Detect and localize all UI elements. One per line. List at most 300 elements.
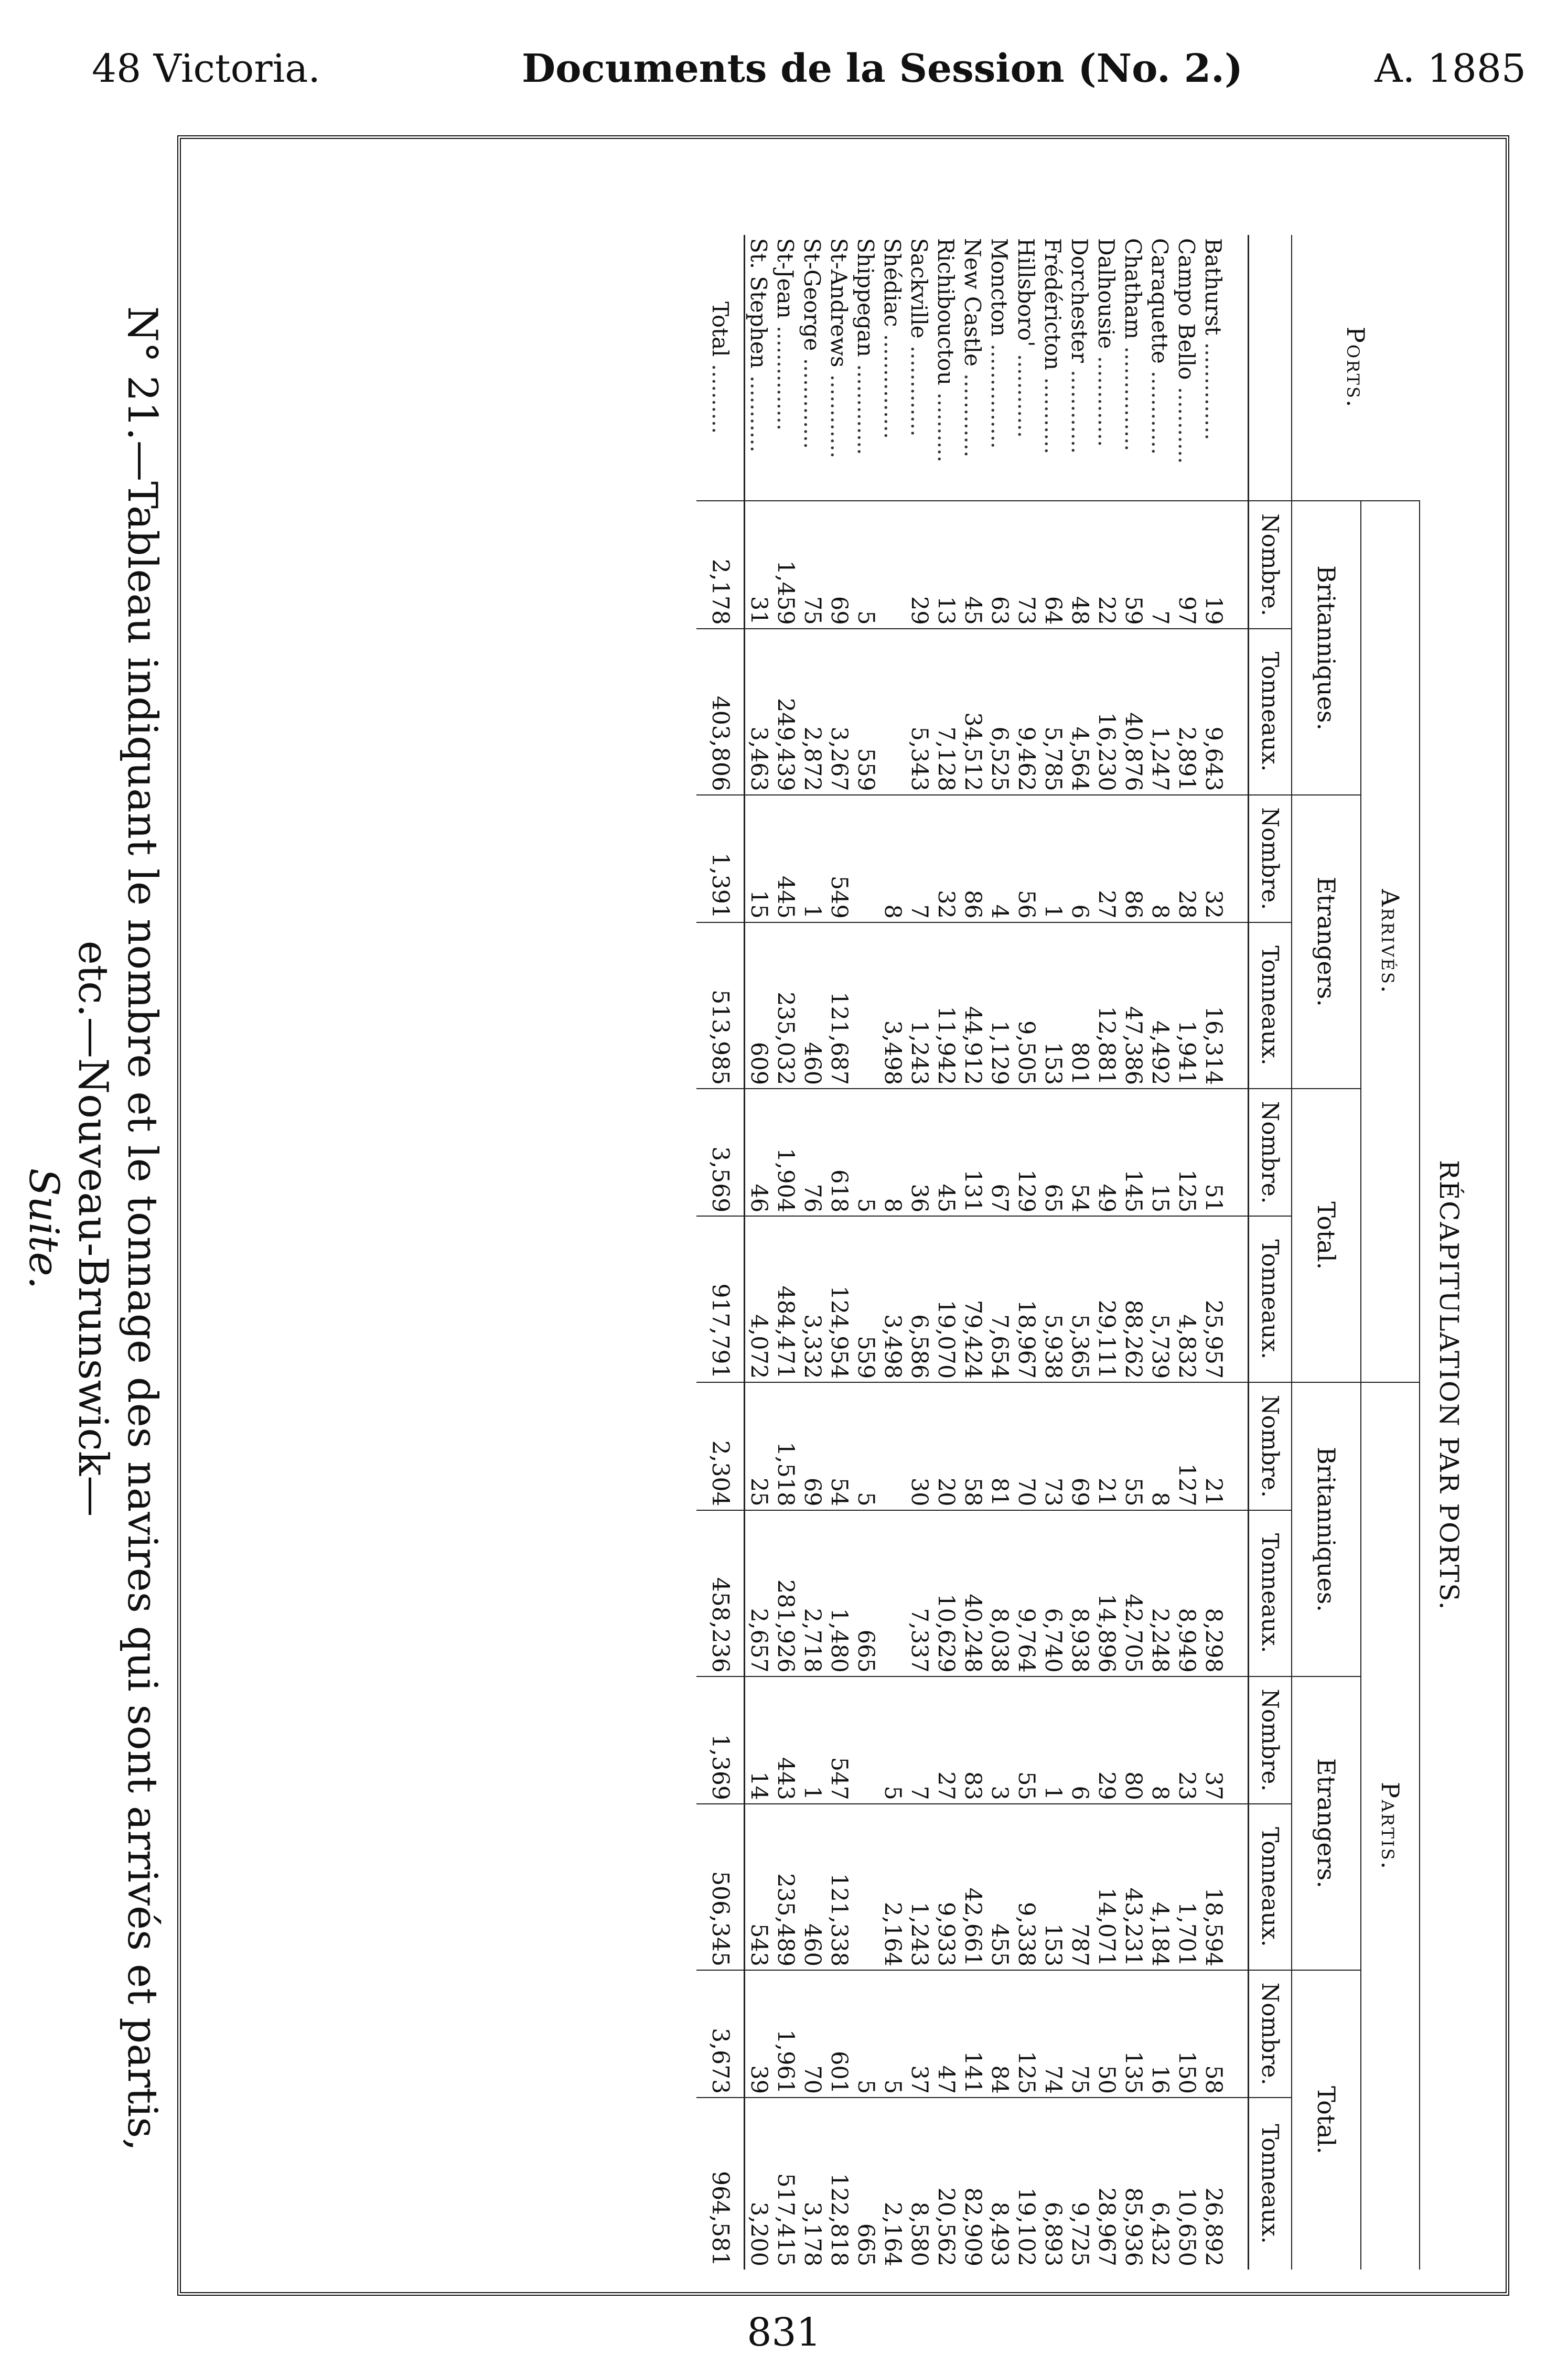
value-cell: 460 <box>799 1804 825 1970</box>
value-cell: 16 <box>1146 1970 1173 2098</box>
value-cell: 69 <box>799 1382 825 1510</box>
table-title <box>19 272 167 2186</box>
value-cell <box>879 1382 906 1510</box>
port-cell <box>825 235 852 501</box>
value-cell: 4,072 <box>745 1216 772 1382</box>
value-cell: 70 <box>1013 1382 1039 1510</box>
total-cell: 2,304 <box>696 1382 745 1510</box>
value-cell: 85,936 <box>1120 2098 1146 2270</box>
value-cell: 7,128 <box>932 629 959 795</box>
value-cell: 1 <box>799 795 825 922</box>
value-cell: 63 <box>986 501 1013 628</box>
value-cell: 127 <box>1173 1382 1200 1510</box>
value-cell: 9,764 <box>1013 1510 1039 1676</box>
value-cell: 28,967 <box>1093 2098 1120 2270</box>
value-cell: 12,881 <box>1093 922 1120 1089</box>
value-cell: 3 <box>986 1676 1013 1804</box>
value-cell: 135 <box>1120 1970 1146 2098</box>
port-name: St. Stephen <box>746 238 771 369</box>
value-cell: 8 <box>1146 1382 1173 1510</box>
value-cell: 8,298 <box>1200 1510 1227 1676</box>
value-cell: 6,586 <box>906 1216 932 1382</box>
value-cell: 484,471 <box>772 1216 799 1382</box>
value-cell: 75 <box>799 501 825 628</box>
value-cell: 787 <box>1066 1804 1093 1970</box>
value-cell: 47,386 <box>1120 922 1146 1089</box>
leader-dots: ........... <box>1040 370 1066 455</box>
value-cell: 64 <box>1039 501 1066 628</box>
recap-table <box>696 235 1478 2270</box>
value-cell: 22 <box>1093 501 1120 628</box>
nombre-heading: Nombre. <box>1249 501 1292 628</box>
partis-heading: Partis. <box>1361 1382 1420 2270</box>
value-cell: 150 <box>1173 1970 1200 2098</box>
value-cell: 14,071 <box>1093 1804 1120 1970</box>
leader-dots: ............. <box>906 338 932 437</box>
value-cell: 5 <box>852 1970 879 2098</box>
content <box>20 135 1509 2296</box>
nombre-heading: Nombre. <box>1249 1382 1292 1510</box>
rotated-content <box>20 135 1509 2296</box>
value-cell: 86 <box>1120 795 1146 922</box>
value-cell <box>852 922 879 1089</box>
total-label-text: Total <box>707 302 733 357</box>
value-cell: 5 <box>879 1970 906 2098</box>
table-row <box>1200 235 1227 2270</box>
value-cell: 121,687 <box>825 922 852 1089</box>
value-cell: 249,439 <box>772 629 799 795</box>
value-cell: 47 <box>932 1970 959 2098</box>
value-cell: 26,892 <box>1200 2098 1227 2270</box>
value-cell: 1,961 <box>772 1970 799 2098</box>
port-name: Campo Bello <box>1174 238 1199 380</box>
value-cell: 70 <box>799 1970 825 2098</box>
value-cell: 4 <box>986 795 1013 922</box>
port-cell <box>799 235 825 501</box>
port-name: New Castle <box>960 238 985 367</box>
value-cell: 54 <box>1066 1089 1093 1216</box>
value-cell: 21 <box>1093 1382 1120 1510</box>
value-cell: 73 <box>1013 501 1039 628</box>
value-cell: 56 <box>1013 795 1039 922</box>
arr-etrangers-heading: Etrangers. <box>1292 795 1361 1089</box>
table-row <box>959 235 986 2270</box>
value-cell: 45 <box>932 1089 959 1216</box>
value-cell: 9,725 <box>1066 2098 1093 2270</box>
tonneaux-heading: Tonneaux. <box>1249 922 1292 1089</box>
value-cell: 5 <box>852 501 879 628</box>
value-cell: 27 <box>932 1676 959 1804</box>
value-cell: 7 <box>906 795 932 922</box>
leader-dots: ............... <box>772 318 798 431</box>
value-cell: 1,941 <box>1173 922 1200 1089</box>
table-row <box>852 235 879 2270</box>
value-cell: 6,432 <box>1146 2098 1173 2270</box>
port-cell <box>1093 235 1120 501</box>
value-cell: 5,343 <box>906 629 932 795</box>
title-suite: Suite. <box>20 1168 67 1289</box>
value-cell: 9,933 <box>932 1804 959 1970</box>
port-name: Richibouctou <box>933 238 959 386</box>
arr-britanniques-heading: Britanniques. <box>1292 501 1361 794</box>
leader-dots: ............. <box>799 351 825 449</box>
value-cell: 28 <box>1173 795 1200 922</box>
value-cell: 9,462 <box>1013 629 1039 795</box>
value-cell: 547 <box>825 1676 852 1804</box>
total-cell: 3,569 <box>696 1089 745 1216</box>
value-cell: 9,338 <box>1013 1804 1039 1970</box>
value-cell: 7 <box>906 1676 932 1804</box>
port-cell <box>986 235 1013 501</box>
value-cell: 1,243 <box>906 1804 932 1970</box>
port-cell <box>959 235 986 501</box>
total-cell: 513,985 <box>696 922 745 1089</box>
value-cell: 6 <box>1066 1676 1093 1804</box>
table-row <box>1013 235 1039 2270</box>
value-cell: 43,231 <box>1120 1804 1146 1970</box>
tonneaux-heading: Tonneaux. <box>1249 2098 1292 2270</box>
value-cell: 88,262 <box>1120 1216 1146 1382</box>
value-cell: 609 <box>745 922 772 1089</box>
value-cell: 517,415 <box>772 2098 799 2270</box>
value-cell: 97 <box>1173 501 1200 628</box>
leader-dots: ............. <box>853 357 878 455</box>
value-cell: 74 <box>1039 1970 1066 2098</box>
value-cell: 36 <box>906 1089 932 1216</box>
value-cell: 86 <box>959 795 986 922</box>
value-cell: 40,248 <box>959 1510 986 1676</box>
value-cell: 2,164 <box>879 1804 906 1970</box>
value-cell: 801 <box>1066 922 1093 1089</box>
value-cell: 55 <box>1013 1676 1039 1804</box>
value-cell: 235,032 <box>772 922 799 1089</box>
port-name: Shippegan <box>853 238 878 357</box>
port-name: Shédiac <box>879 238 905 327</box>
ports-heading: Ports. <box>1341 326 1370 409</box>
leader-dots: .......... <box>707 357 733 434</box>
value-cell: 559 <box>852 1216 879 1382</box>
table-row <box>1146 235 1173 2270</box>
value-cell: 7,337 <box>906 1510 932 1676</box>
value-cell: 2,872 <box>799 629 825 795</box>
leader-dots: .............. <box>1200 335 1226 440</box>
value-cell: 45 <box>959 501 986 628</box>
value-cell: 129 <box>1013 1089 1039 1216</box>
value-cell: 37 <box>906 1970 932 2098</box>
value-cell: 141 <box>959 1970 986 2098</box>
value-cell <box>852 1676 879 1804</box>
value-cell: 40,876 <box>1120 629 1146 795</box>
leader-dots: ............ <box>826 367 852 459</box>
port-cell <box>852 235 879 501</box>
value-cell: 23 <box>1173 1676 1200 1804</box>
value-cell: 58 <box>959 1382 986 1510</box>
header-center: Documents de la Session (No. 2.) <box>522 46 1243 91</box>
value-cell: 1 <box>1039 1676 1066 1804</box>
port-cell <box>1039 235 1066 501</box>
ports-subhead <box>1249 235 1292 501</box>
port-name: Sackville <box>906 238 932 339</box>
value-cell: 125 <box>1013 1970 1039 2098</box>
table-row <box>1120 235 1146 2270</box>
value-cell: 8 <box>879 795 906 922</box>
value-cell: 48 <box>1066 501 1093 628</box>
value-cell: 125 <box>1173 1089 1200 1216</box>
tonneaux-heading: Tonneaux. <box>1249 1216 1292 1382</box>
total-label <box>696 235 745 501</box>
value-cell <box>879 501 906 628</box>
nombre-heading: Nombre. <box>1249 1089 1292 1216</box>
value-cell: 124,954 <box>825 1216 852 1382</box>
tonneaux-heading: Tonneaux. <box>1249 1510 1292 1676</box>
value-cell: 5,785 <box>1039 629 1066 795</box>
page-header <box>0 0 1568 136</box>
value-cell: 1 <box>1039 795 1066 922</box>
tonneaux-heading: Tonneaux. <box>1249 629 1292 795</box>
table-row <box>1066 235 1093 2270</box>
value-cell: 5,365 <box>1066 1216 1093 1382</box>
port-cell <box>932 235 959 501</box>
value-cell: 51 <box>1200 1089 1227 1216</box>
port-cell <box>745 235 772 501</box>
value-cell: 44,912 <box>959 922 986 1089</box>
value-cell: 20,562 <box>932 2098 959 2270</box>
table-row <box>879 235 906 2270</box>
total-cell: 1,391 <box>696 795 745 922</box>
value-cell: 1,480 <box>825 1510 852 1676</box>
total-row <box>696 235 745 2270</box>
port-cell <box>1013 235 1039 501</box>
value-cell: 5,938 <box>1039 1216 1066 1382</box>
value-cell: 5 <box>879 1676 906 1804</box>
value-cell: 83 <box>959 1676 986 1804</box>
port-name: Moncton <box>986 238 1012 337</box>
total-cell: 2,178 <box>696 501 745 628</box>
value-cell: 58 <box>1200 1970 1227 2098</box>
par-britanniques-heading: Britanniques. <box>1292 1382 1361 1676</box>
value-cell: 10,650 <box>1173 2098 1200 2270</box>
header-right: A. 1885 <box>1374 46 1526 91</box>
value-cell: 6,525 <box>986 629 1013 795</box>
value-cell: 34,512 <box>959 629 986 795</box>
port-name: St-Andrews <box>826 238 852 368</box>
table-row <box>745 235 772 2270</box>
value-cell: 37 <box>1200 1676 1227 1804</box>
port-name: Dalhousie <box>1093 238 1119 349</box>
value-cell: 3,498 <box>879 1216 906 1382</box>
page-number: 831 <box>747 2310 821 2355</box>
value-cell: 2,718 <box>799 1510 825 1676</box>
value-cell: 121,338 <box>825 1804 852 1970</box>
port-cell <box>906 235 932 501</box>
value-cell: 29 <box>1093 1676 1120 1804</box>
value-cell: 665 <box>852 1510 879 1676</box>
value-cell: 3,178 <box>799 2098 825 2270</box>
value-cell: 2,891 <box>1173 629 1200 795</box>
value-cell: 1 <box>799 1676 825 1804</box>
table-row <box>986 235 1013 2270</box>
arr-total-heading: Total. <box>1292 1089 1361 1382</box>
value-cell: 153 <box>1039 1804 1066 1970</box>
total-cell: 506,345 <box>696 1804 745 1970</box>
value-cell: 8,493 <box>986 2098 1013 2270</box>
table-row <box>1093 235 1120 2270</box>
header-blank <box>1420 235 1478 501</box>
value-cell: 145 <box>1120 1089 1146 1216</box>
port-cell <box>1146 235 1173 501</box>
value-cell: 131 <box>959 1089 986 1216</box>
value-cell: 79,424 <box>959 1216 986 1382</box>
value-cell: 1,459 <box>772 501 799 628</box>
value-cell: 73 <box>1039 1382 1066 1510</box>
value-cell: 153 <box>1039 922 1066 1089</box>
value-cell: 16,230 <box>1093 629 1120 795</box>
value-cell: 8,938 <box>1066 1510 1093 1676</box>
value-cell: 235,489 <box>772 1804 799 1970</box>
par-total-heading: Total. <box>1292 1970 1361 2270</box>
value-cell: 19,070 <box>932 1216 959 1382</box>
table-row <box>772 235 799 2270</box>
value-cell: 30 <box>906 1382 932 1510</box>
value-cell: 543 <box>745 1804 772 1970</box>
value-cell: 13 <box>932 501 959 628</box>
port-cell <box>1200 235 1227 501</box>
value-cell: 15 <box>745 795 772 922</box>
value-cell: 18,594 <box>1200 1804 1227 1970</box>
value-cell: 29 <box>906 501 932 628</box>
value-cell: 4,492 <box>1146 922 1173 1089</box>
value-cell: 549 <box>825 795 852 922</box>
value-cell: 665 <box>852 2098 879 2270</box>
value-cell: 443 <box>772 1676 799 1804</box>
value-cell: 559 <box>852 629 879 795</box>
leader-dots: ............ <box>1013 347 1039 438</box>
title-text: —Tableau indiquant le nombre et le tonnage des navires qui sont arrivés et partis, etc.—Nouveau-Brunswick— <box>69 440 166 2152</box>
value-cell: 31 <box>745 501 772 628</box>
table-row <box>932 235 959 2270</box>
table-number: N° 21. <box>119 306 166 440</box>
port-name: Dorchester <box>1067 238 1092 363</box>
port-name: St-Jean <box>772 238 798 319</box>
value-cell: 59 <box>1120 501 1146 628</box>
port-name: Hillsboro' <box>1013 238 1039 347</box>
value-cell: 1,701 <box>1173 1804 1200 1970</box>
value-cell: 65 <box>1039 1089 1066 1216</box>
value-cell: 84 <box>986 1970 1013 2098</box>
port-name: Chatham <box>1120 238 1146 340</box>
value-cell: 67 <box>986 1089 1013 1216</box>
value-cell: 7,654 <box>986 1216 1013 1382</box>
value-cell: 82,909 <box>959 2098 986 2270</box>
value-cell: 25 <box>745 1382 772 1510</box>
value-cell: 54 <box>825 1382 852 1510</box>
value-cell: 76 <box>799 1089 825 1216</box>
value-cell: 18,967 <box>1013 1216 1039 1382</box>
value-cell: 445 <box>772 795 799 922</box>
value-cell: 2,164 <box>879 2098 906 2270</box>
value-cell: 1,904 <box>772 1089 799 1216</box>
leader-dots: ............ <box>1147 363 1173 455</box>
port-cell <box>772 235 799 501</box>
value-cell: 14 <box>745 1676 772 1804</box>
value-cell: 4,832 <box>1173 1216 1200 1382</box>
value-cell: 69 <box>825 501 852 628</box>
value-cell: 2,248 <box>1146 1510 1173 1676</box>
value-cell: 9,643 <box>1200 629 1227 795</box>
value-cell <box>852 795 879 922</box>
value-cell: 8,038 <box>986 1510 1013 1676</box>
value-cell: 81 <box>986 1382 1013 1510</box>
value-cell: 460 <box>799 922 825 1089</box>
total-cell: 458,236 <box>696 1510 745 1676</box>
table-row <box>906 235 932 2270</box>
value-cell: 19,102 <box>1013 2098 1039 2270</box>
value-cell: 39 <box>745 1970 772 2098</box>
value-cell: 1,518 <box>772 1382 799 1510</box>
value-cell: 5 <box>852 1382 879 1510</box>
nombre-heading: Nombre. <box>1249 1970 1292 2098</box>
value-cell: 5,739 <box>1146 1216 1173 1382</box>
value-cell: 14,896 <box>1093 1510 1120 1676</box>
table-body <box>745 235 1249 2270</box>
port-name: Frédéricton <box>1040 238 1066 371</box>
leader-dots: .......... <box>933 385 959 463</box>
port-cell <box>1173 235 1200 501</box>
value-cell: 3,267 <box>825 629 852 795</box>
port-name: Caraquette <box>1147 238 1173 364</box>
leader-dots: ............. <box>1093 349 1119 447</box>
value-cell <box>879 1510 906 1676</box>
value-cell: 32 <box>932 795 959 922</box>
value-cell: 27 <box>1093 795 1120 922</box>
port-cell <box>1066 235 1093 501</box>
tonneaux-heading: Tonneaux. <box>1249 1804 1292 1970</box>
main-heading: RÉCAPITULATION PAR PORTS. <box>1434 1159 1464 1611</box>
value-cell: 46 <box>745 1089 772 1216</box>
value-cell: 6,893 <box>1039 2098 1066 2270</box>
value-cell: 4,184 <box>1146 1804 1173 1970</box>
value-cell: 1,129 <box>986 922 1013 1089</box>
value-cell: 5 <box>852 1089 879 1216</box>
arrives-heading: Arrivés. <box>1361 501 1420 1382</box>
leader-dots: ............... <box>1120 339 1146 451</box>
value-cell: 42,661 <box>959 1804 986 1970</box>
value-cell: 11,942 <box>932 922 959 1089</box>
port-name: Bathurst <box>1200 238 1226 336</box>
value-cell: 2,657 <box>745 1510 772 1676</box>
value-cell: 8 <box>879 1089 906 1216</box>
value-cell: 601 <box>825 1970 852 2098</box>
value-cell: 6,740 <box>1039 1510 1066 1676</box>
leader-dots: ............... <box>879 327 905 439</box>
value-cell: 42,705 <box>1120 1510 1146 1676</box>
total-cell: 964,581 <box>696 2098 745 2270</box>
value-cell: 32 <box>1200 795 1227 922</box>
total-cell: 1,369 <box>696 1676 745 1804</box>
value-cell: 8 <box>1146 795 1173 922</box>
value-cell: 3,200 <box>745 2098 772 2270</box>
value-cell: 455 <box>986 1804 1013 1970</box>
leader-dots: ............... <box>986 337 1012 449</box>
port-cell <box>879 235 906 501</box>
value-cell: 19 <box>1200 501 1227 628</box>
table-row <box>1173 235 1200 2270</box>
value-cell: 4,564 <box>1066 629 1093 795</box>
value-cell: 9,505 <box>1013 922 1039 1089</box>
value-cell: 3,332 <box>799 1216 825 1382</box>
leader-dots: ............ <box>1067 362 1092 454</box>
value-cell: 50 <box>1093 1970 1120 2098</box>
